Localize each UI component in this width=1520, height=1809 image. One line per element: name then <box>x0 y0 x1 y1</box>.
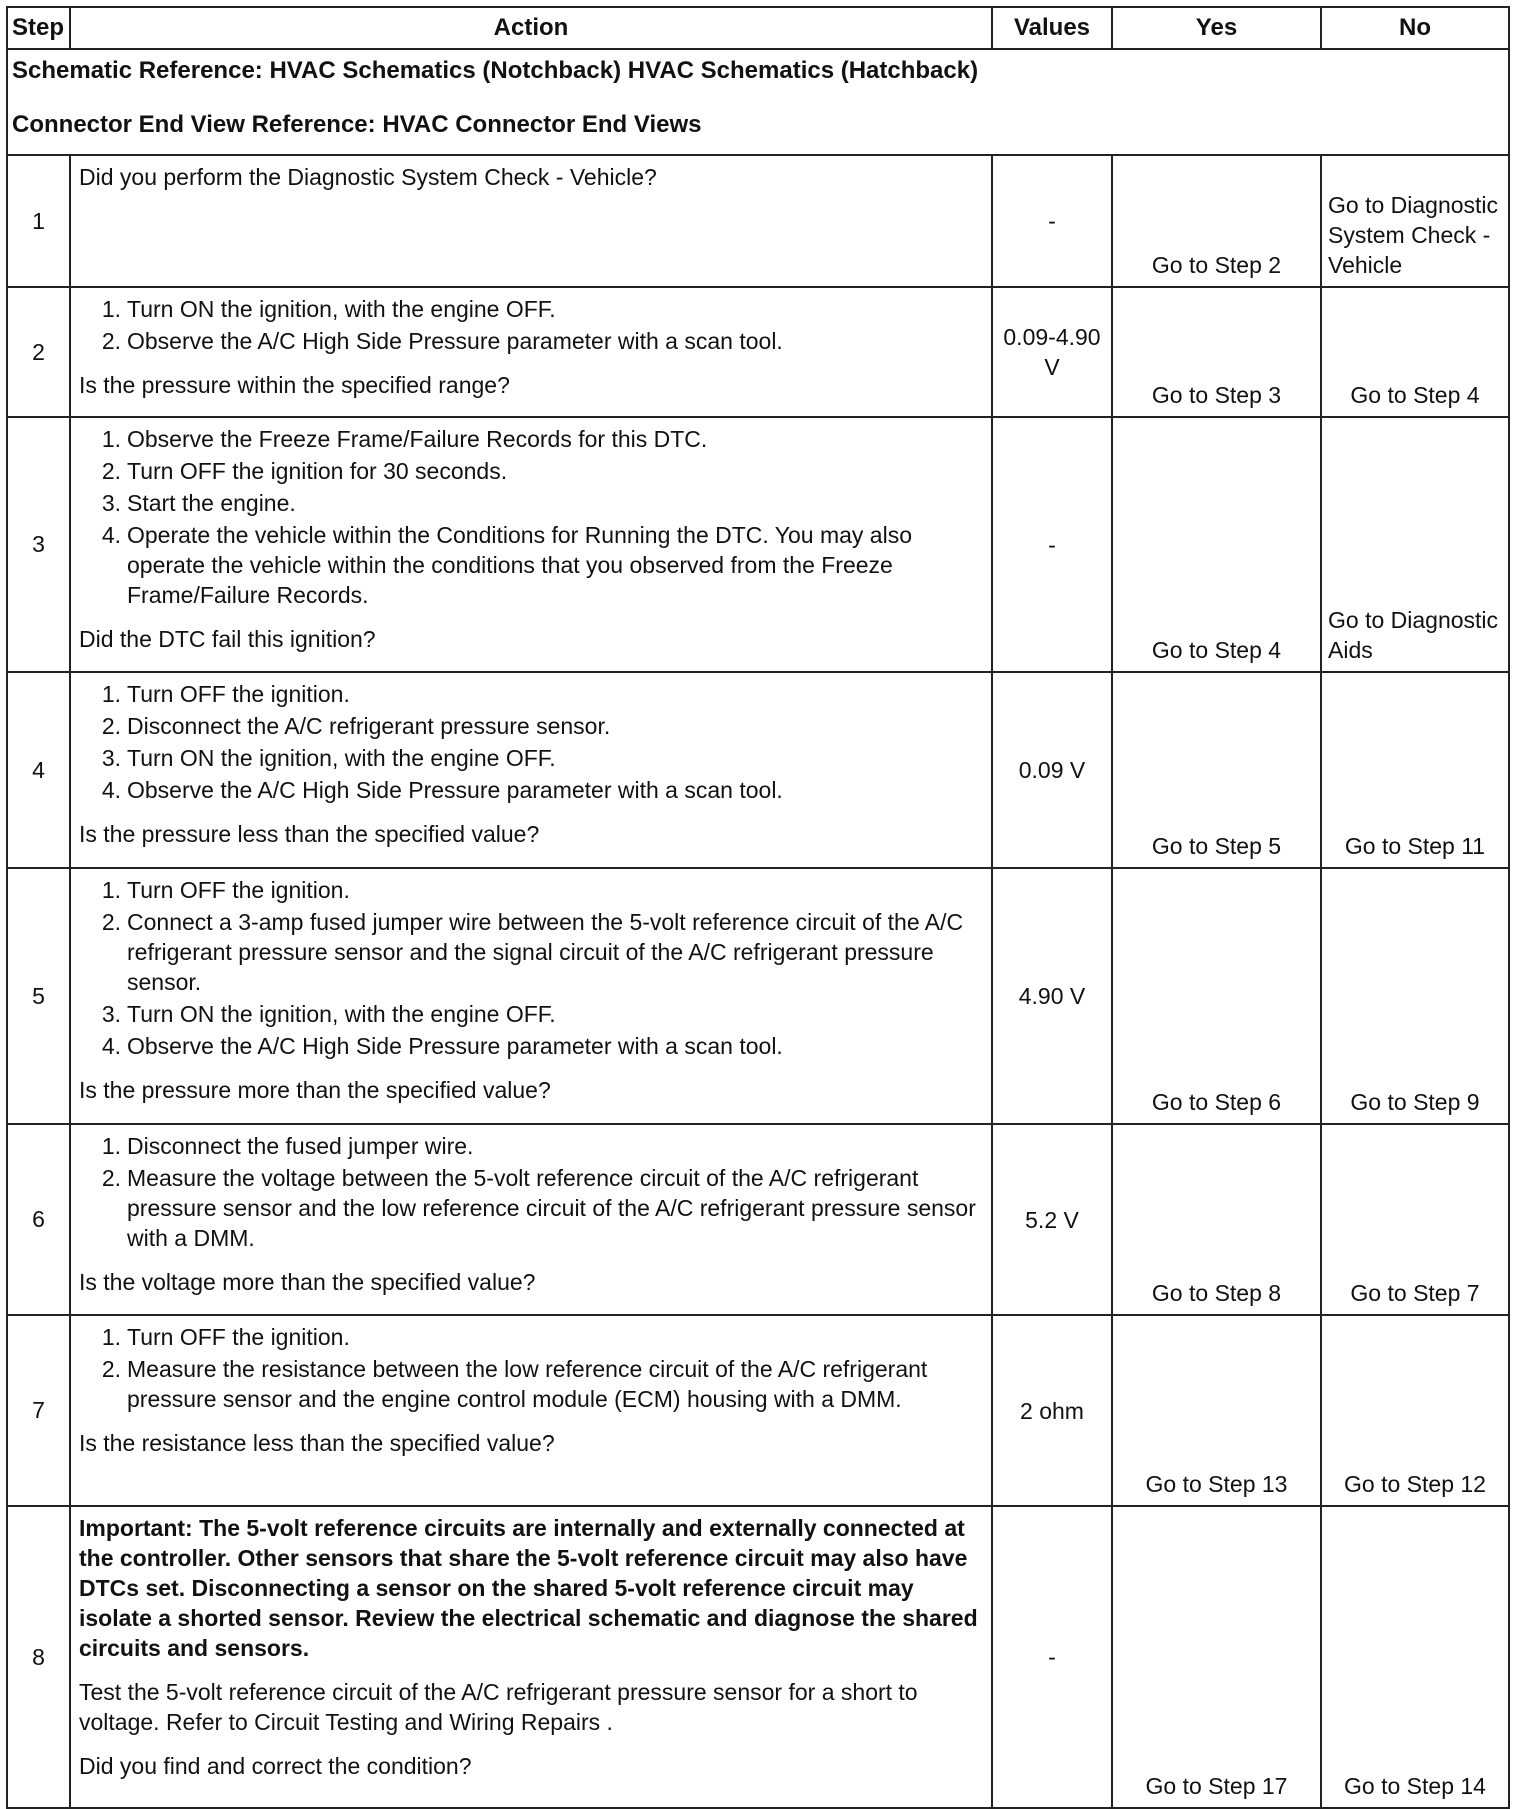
step-number: 7 <box>7 1315 70 1506</box>
action-item: 4. Observe the A/C High Side Pressure parameter with a scan tool. <box>101 1033 783 1059</box>
values-cell: - <box>992 1506 1112 1808</box>
header-row <box>7 7 1509 49</box>
table-row <box>7 287 1509 417</box>
header-no: No <box>1321 7 1509 49</box>
action-item: 2. Observe the A/C High Side Pressure parameter with a scan tool. <box>101 328 783 354</box>
action-question: Did you find and correct the condition? <box>79 1753 472 1779</box>
step-number: 5 <box>7 868 70 1124</box>
action-question: Is the pressure within the specified range? <box>79 372 510 398</box>
action-item: 3. Turn ON the ignition, with the engine OFF. <box>101 1001 556 1027</box>
table-row <box>7 1315 1509 1506</box>
action-cell <box>70 155 992 287</box>
action-item: 2. Disconnect the A/C refrigerant pressure sensor. <box>101 713 611 739</box>
action-item: 4. Operate the vehicle within the Conditions for Running the DTC. You may also operate the vehicle within the conditions that you observed from the Freeze Frame/Failure Records. <box>101 522 912 608</box>
action-question: Is the voltage more than the specified value? <box>79 1269 536 1295</box>
step-number: 1 <box>7 155 70 287</box>
action-item: 1. Turn OFF the ignition. <box>101 1324 350 1350</box>
values-cell: 0.09-4.90 V <box>992 287 1112 417</box>
step-number: 3 <box>7 417 70 672</box>
action-cell <box>70 287 992 417</box>
action-question: Did you perform the Diagnostic System Check - Vehicle? <box>79 164 657 190</box>
action-item: 2. Measure the resistance between the low reference circuit of the A/C refrigerant pressure sensor and the engine control module (ECM) housing with a DMM. <box>101 1356 928 1412</box>
reference-row <box>7 49 1509 155</box>
yes-cell[interactable]: Go to Step 5 <box>1112 672 1321 868</box>
diagnostic-table <box>6 6 1510 1809</box>
step-number: 8 <box>7 1506 70 1808</box>
action-item: 1. Observe the Freeze Frame/Failure Records for this DTC. <box>101 426 708 452</box>
action-item: 1. Turn ON the ignition, with the engine OFF. <box>101 296 556 322</box>
action-cell <box>70 672 992 868</box>
values-cell: - <box>992 417 1112 672</box>
action-item: 1. Turn OFF the ignition. <box>101 681 350 707</box>
yes-cell[interactable]: Go to Step 3 <box>1112 287 1321 417</box>
no-cell[interactable]: Go to Step 11 <box>1321 672 1509 868</box>
action-item: 2. Connect a 3-amp fused jumper wire between the 5-volt reference circuit of the A/C refrigerant pressure sensor and the signal circuit of the A/C refrigerant pressure sensor. <box>101 909 964 995</box>
yes-cell[interactable]: Go to Step 6 <box>1112 868 1321 1124</box>
connector-end-view-reference[interactable]: Connector End View Reference: HVAC Connector End Views <box>12 111 702 138</box>
header-values: Values <box>992 7 1112 49</box>
header-yes: Yes <box>1112 7 1321 49</box>
values-cell: 4.90 V <box>992 868 1112 1124</box>
values-cell: 0.09 V <box>992 672 1112 868</box>
yes-cell[interactable]: Go to Step 13 <box>1112 1315 1321 1506</box>
no-cell[interactable]: Go to Step 7 <box>1321 1124 1509 1315</box>
action-question: Is the pressure less than the specified value? <box>79 821 540 847</box>
action-cell <box>70 417 992 672</box>
important-note: Important: The 5-volt reference circuits are internally and externally connected at the controller. Other sensors that share the 5-volt reference circuit may also have DTCs set. Disconnecting a sensor on the shared 5-volt reference circuit may isolate a shorted sensor. Review the electrical schematic and diagnose the shared circuits and sensors. <box>79 1515 978 1661</box>
action-question: Did the DTC fail this ignition? <box>79 626 376 652</box>
table-row <box>7 155 1509 287</box>
action-item: 2. Turn OFF the ignition for 30 seconds. <box>101 458 508 484</box>
table-row <box>7 1124 1509 1315</box>
table-row <box>7 868 1509 1124</box>
action-cell <box>70 1506 992 1808</box>
yes-cell[interactable]: Go to Step 2 <box>1112 155 1321 287</box>
table-row <box>7 672 1509 868</box>
action-item: 1. Turn OFF the ignition. <box>101 877 350 903</box>
schematic-reference[interactable]: Schematic Reference: HVAC Schematics (Notchback) HVAC Schematics (Hatchback) <box>12 57 979 84</box>
no-cell[interactable]: Go to Step 14 <box>1321 1506 1509 1808</box>
values-cell: 2 ohm <box>992 1315 1112 1506</box>
table-row <box>7 417 1509 672</box>
action-paragraph: Test the 5-volt reference circuit of the A/C refrigerant pressure sensor for a short to voltage. Refer to Circuit Testing and Wiring Repairs . <box>79 1679 918 1735</box>
no-cell[interactable]: Go to Step 9 <box>1321 868 1509 1124</box>
action-item: 1. Disconnect the fused jumper wire. <box>101 1133 474 1159</box>
action-cell <box>70 1124 992 1315</box>
no-cell[interactable]: Go to Step 4 <box>1321 287 1509 417</box>
header-action: Action <box>70 7 992 49</box>
action-item: 4. Observe the A/C High Side Pressure parameter with a scan tool. <box>101 777 783 803</box>
action-item: 3. Turn ON the ignition, with the engine OFF. <box>101 745 556 771</box>
step-number: 4 <box>7 672 70 868</box>
no-cell[interactable]: Go to Diagnostic System Check - Vehicle <box>1321 155 1509 287</box>
values-cell: 5.2 V <box>992 1124 1112 1315</box>
action-question: Is the resistance less than the specified value? <box>79 1430 555 1456</box>
header-step: Step <box>7 7 70 49</box>
action-question: Is the pressure more than the specified value? <box>79 1077 551 1103</box>
action-cell <box>70 868 992 1124</box>
no-cell[interactable]: Go to Step 12 <box>1321 1315 1509 1506</box>
yes-cell[interactable]: Go to Step 8 <box>1112 1124 1321 1315</box>
action-item: 2. Measure the voltage between the 5-volt reference circuit of the A/C refrigerant pressure sensor and the low reference circuit of the A/C refrigerant pressure sensor with a DMM. <box>101 1165 976 1251</box>
no-cell[interactable]: Go to Diagnostic Aids <box>1321 417 1509 672</box>
action-cell <box>70 1315 992 1506</box>
yes-cell[interactable]: Go to Step 4 <box>1112 417 1321 672</box>
action-item: 3. Start the engine. <box>101 490 296 516</box>
step-number: 6 <box>7 1124 70 1315</box>
values-cell: - <box>992 155 1112 287</box>
table-row <box>7 1506 1509 1808</box>
step-number: 2 <box>7 287 70 417</box>
yes-cell[interactable]: Go to Step 17 <box>1112 1506 1321 1808</box>
